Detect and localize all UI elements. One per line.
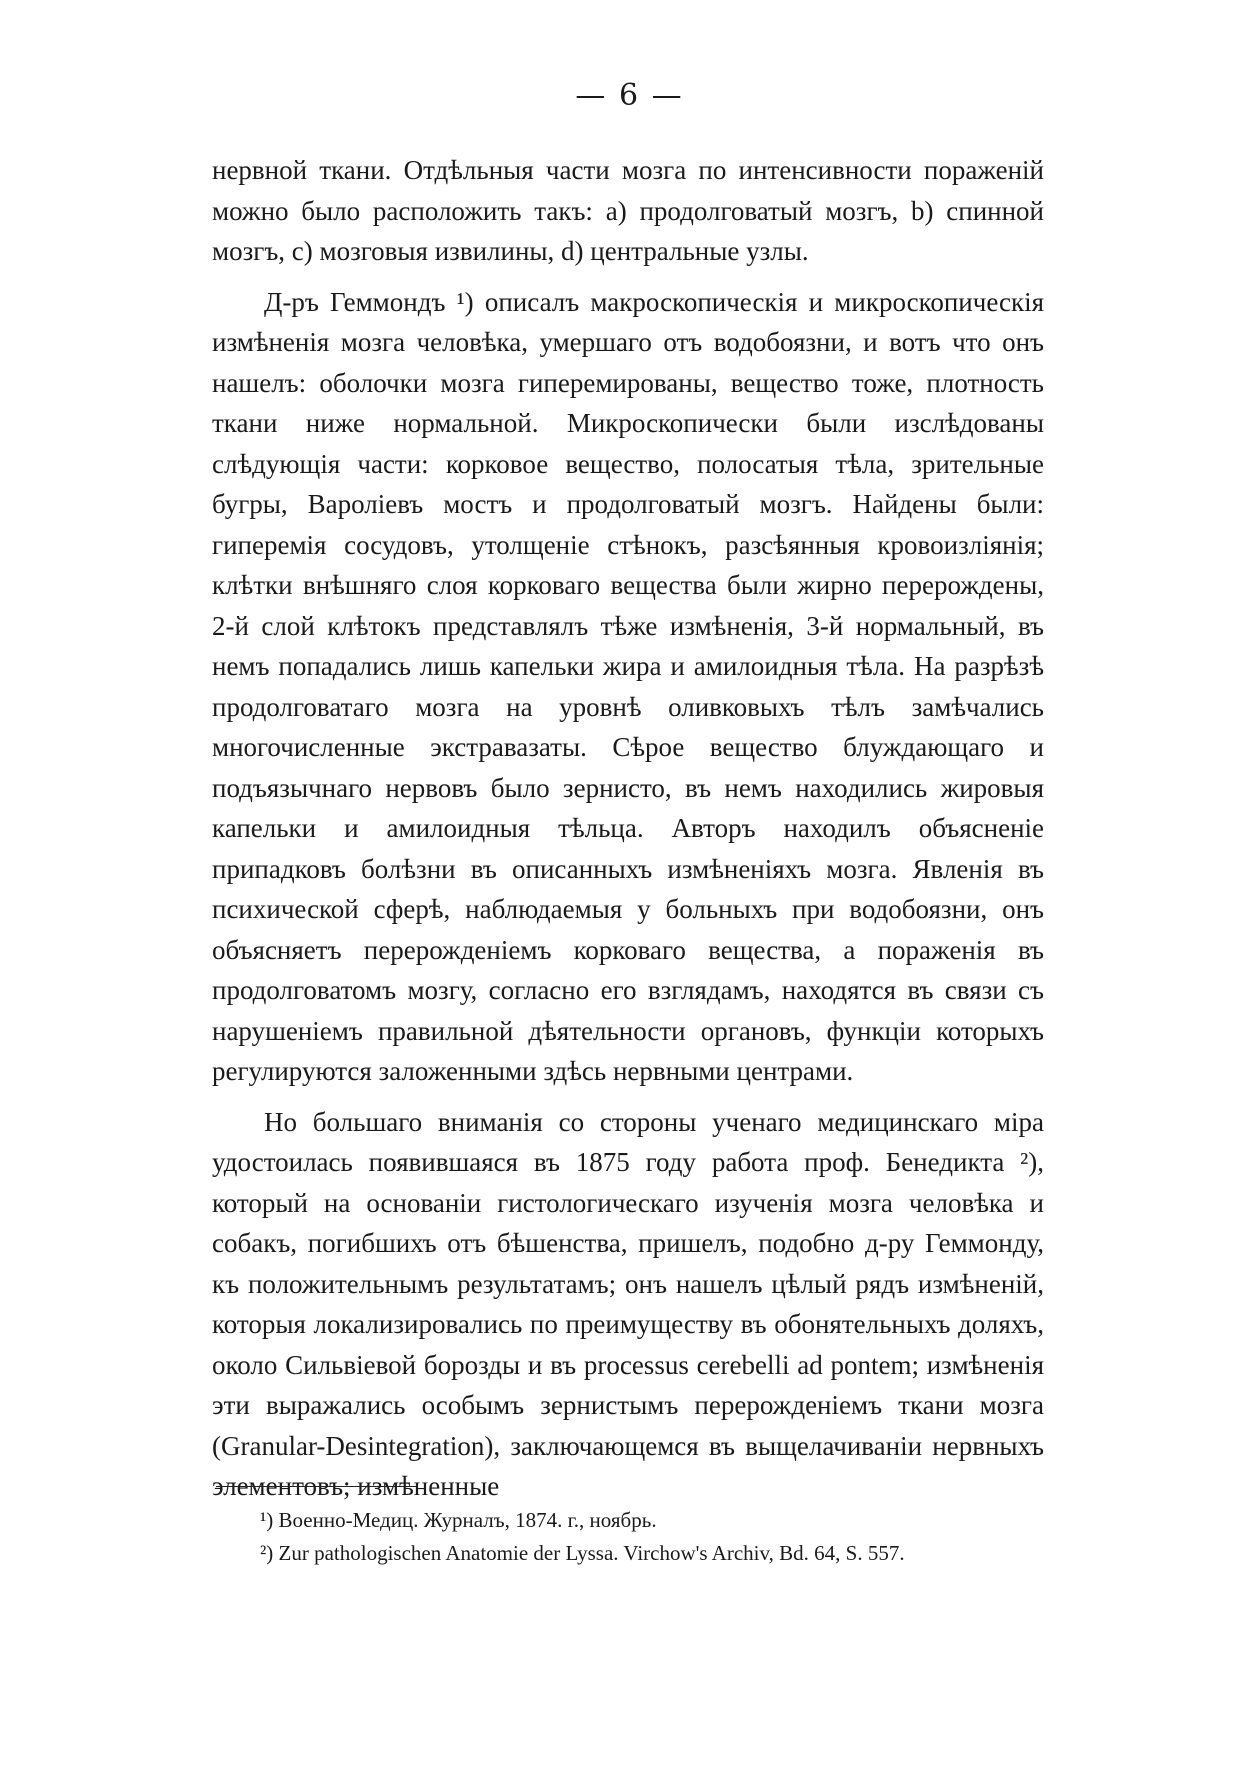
paragraph-1: нервной ткани. Отдѣльныя части мозга по интенсивности пораженій можно было расположить такъ: a) продолговатый мозгъ, b) спинной мозгъ, c) мозговыя извилины, d) центральные узлы. bbox=[212, 155, 1044, 266]
footnote-1: ¹) Военно-Медиц. Журналъ, 1874. г., ноябрь. bbox=[260, 1508, 657, 1532]
footnote-divider bbox=[216, 1486, 416, 1487]
paragraph-3: Но большаго вниманія со стороны ученаго медицинскаго міра удостоилась появившаяся въ 1875 году работа проф. Бенедикта ²), который на основаніи гистологическаго изученія мозга человѣка и собакъ, погибшихъ отъ бѣшенства, пришелъ, подобно д-ру Геммонду, къ положительнымъ результатамъ; онъ нашелъ цѣлый рядъ измѣненій, которыя локализировались по преимуществу въ обонятельныхъ доляхъ, около Сильвіевой борозды и въ processus cerebelli ad pontem; измѣненія эти выражались особымъ зернистымъ перерожденіемъ ткани мозга (Granular-Desintegration), заключающемся въ выщелачиваніи нервныхъ элементовъ; измѣненные bbox=[212, 1106, 1044, 1501]
page-number: — 6 — bbox=[575, 78, 684, 113]
footnotes bbox=[212, 1504, 1044, 1570]
paragraph-2: Д-ръ Геммондъ ¹) описалъ макроскопическія и микроскопическія измѣненія мозга человѣка, умершаго отъ водобоязни, и вотъ что онъ нашелъ: оболочки мозга гиперемированы, вещество тоже, плотность ткани ниже нормальной. Микроскопически были изслѣдованы слѣдующія части: корковое вещество, полосатыя тѣла, зрительные бугры, Вароліевъ мостъ и продолговатый мозгъ. Найдены были: гиперемія сосудовъ, утолщеніе стѣнокъ, разсѣянныя кровоизліянія; клѣтки внѣшняго слоя корковаго вещества были жирно перерождены, 2-й слой клѣтокъ представлялъ тѣже измѣненія, 3-й нормальный, въ немъ попадались лишь капельки жира и амилоидныя тѣла. На разрѣзѣ продолговатаго мозга на уровнѣ оливковыхъ тѣлъ замѣчались многочисленные экстравазаты. Сѣрое вещество блуждающаго и подъязычнаго нервовъ было зернисто, въ немъ находились жировыя капельки и амилоидныя тѣльца. Авторъ находилъ объясненіе припадковъ болѣзни въ описанныхъ измѣненіяхъ мозга. Явленія въ психической сферѣ, наблюдаемыя у больныхъ при водобоязни, онъ объясняетъ перерожденіемъ корковаго вещества, а пораженія въ продолговатомъ мозгу, согласно его взглядамъ, находятся въ связи съ нарушеніемъ правильной дѣятельности органовъ, функціи которыхъ регулируются заложенными здѣсь нервными центрами. bbox=[212, 286, 1044, 1086]
footnote-2: ²) Zur pathologischen Anatomie der Lyssa. Virchow's Archiv, Bd. 64, S. 557. bbox=[260, 1541, 905, 1565]
main-text bbox=[212, 150, 1044, 1517]
